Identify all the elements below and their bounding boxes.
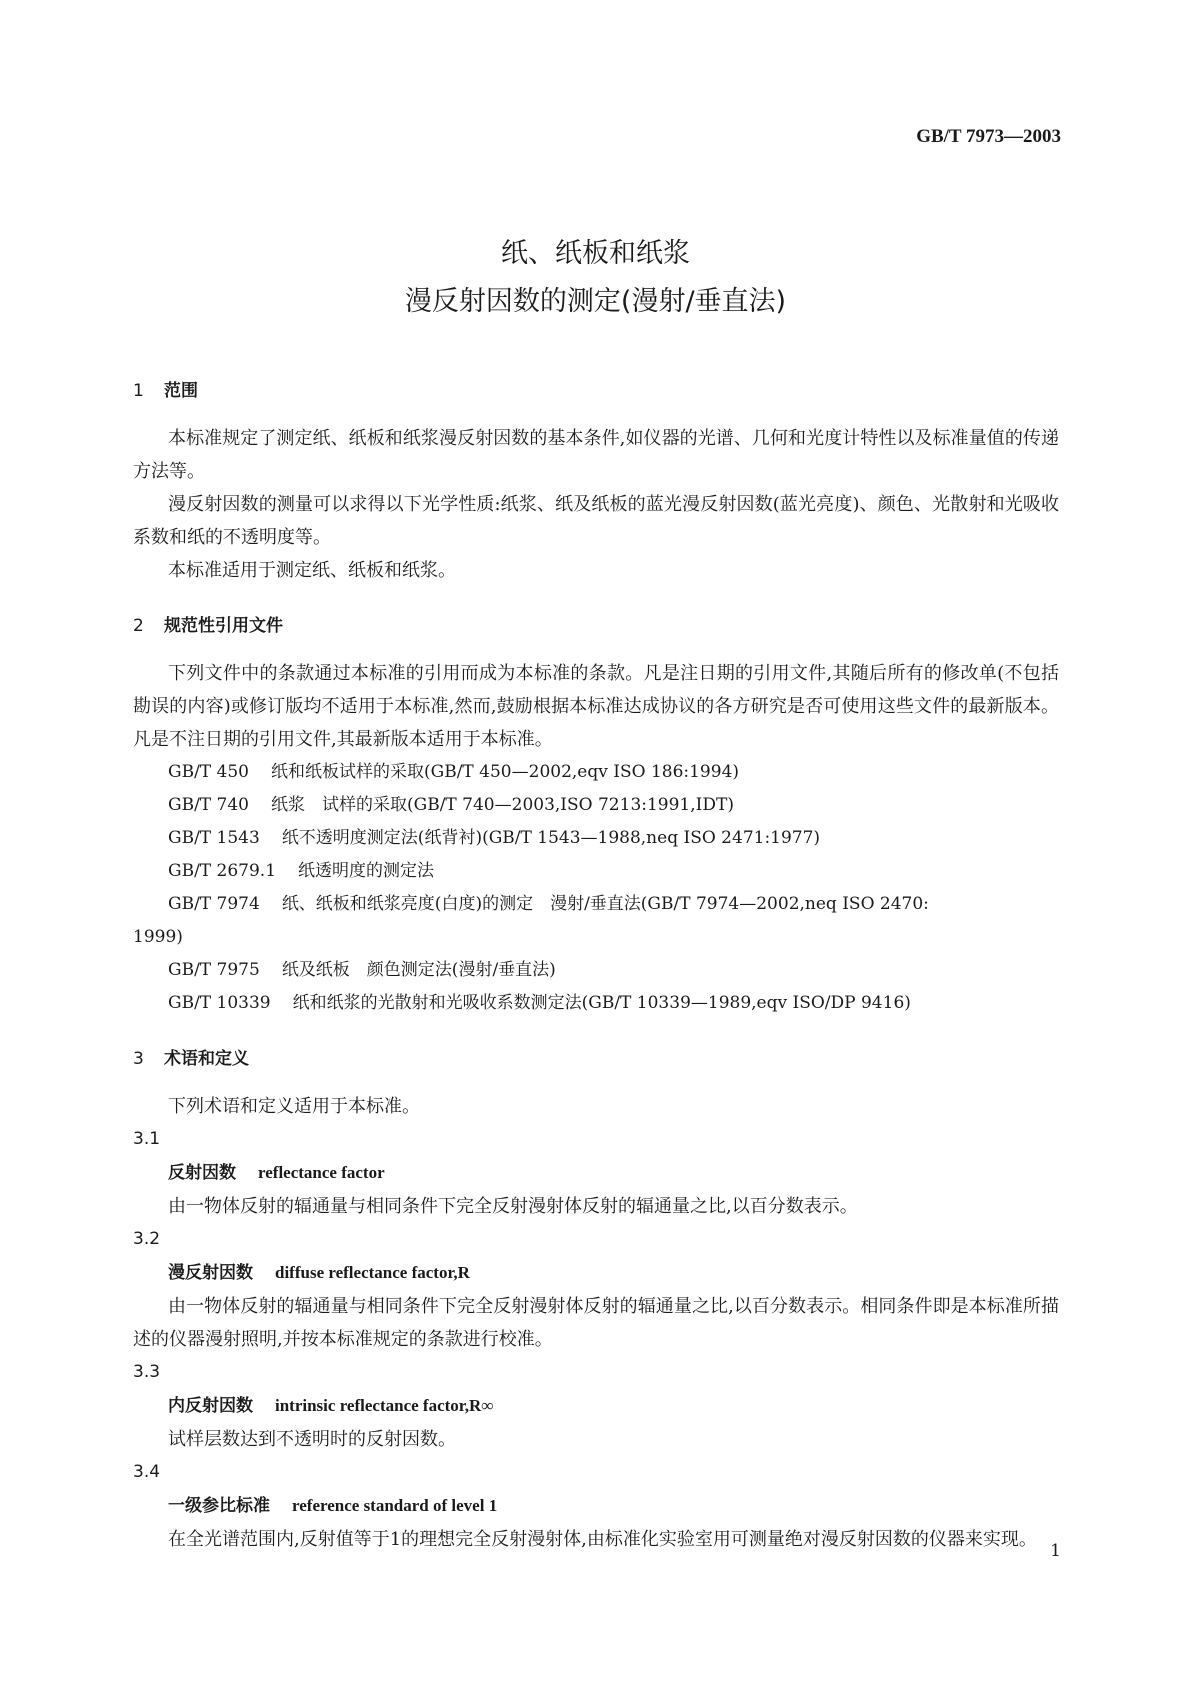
paragraph: 下列术语和定义适用于本标准。 — [168, 1096, 420, 1117]
term-number: 3.2 — [133, 1229, 161, 1249]
term-en: reflectance factor — [258, 1163, 385, 1182]
term-zh: 反射因数 — [168, 1163, 236, 1183]
section-title: 术语和定义 — [164, 1049, 249, 1069]
reference-text: 纸、纸板和纸浆亮度(白度)的测定 漫射/垂直法(GB/T 7974—2002,neq ISO 2470: — [281, 894, 929, 914]
section-number: 1 — [133, 381, 144, 401]
reference-item — [133, 888, 1059, 921]
reference-code: GB/T 7974 — [168, 894, 260, 914]
term-en: reference standard of level 1 — [292, 1496, 498, 1515]
reference-text: 纸不透明度测定法(纸背衬)(GB/T 1543—1988,neq ISO 2471:1977) — [281, 828, 821, 848]
reference-text: 纸浆 试样的采取(GB/T 740—2003,ISO 7213:1991,IDT) — [271, 795, 734, 815]
reference-item — [133, 789, 1059, 822]
term-zh: 内反射因数 — [168, 1396, 253, 1416]
title-line-1: 纸、纸板和纸浆 — [501, 238, 690, 269]
reference-text: 纸透明度的测定法 — [298, 861, 435, 881]
section-title: 范围 — [164, 381, 198, 401]
term-en: intrinsic reflectance factor,R∞ — [275, 1396, 494, 1415]
reference-code: GB/T 1543 — [168, 828, 260, 848]
reference-text: 纸和纸板试样的采取(GB/T 450—2002,eqv ISO 186:1994) — [271, 762, 740, 782]
term-definition: 由一物体反射的辐通量与相同条件下完全反射漫射体反射的辐通量之比,以百分数表示。 — [168, 1196, 858, 1217]
standard-code: GB/T 7973—2003 — [916, 126, 1061, 147]
page-number: 1 — [1050, 1541, 1061, 1561]
reference-code: GB/T 2679.1 — [168, 861, 277, 881]
term-zh: 一级参比标准 — [168, 1496, 270, 1516]
paragraph: 本标准适用于测定纸、纸板和纸浆。 — [168, 560, 456, 581]
section-1-heading — [133, 374, 1059, 408]
reference-code: GB/T 450 — [168, 762, 249, 782]
term-definition: 试样层数达到不透明时的反射因数。 — [168, 1429, 456, 1450]
reference-item — [133, 954, 1059, 987]
section-3-heading — [133, 1042, 1059, 1076]
reference-item — [133, 822, 1059, 855]
section-number: 3 — [133, 1049, 144, 1069]
reference-code: GB/T 7975 — [168, 960, 260, 980]
reference-item — [133, 855, 1059, 888]
reference-item — [133, 756, 1059, 789]
term-heading — [133, 1389, 1059, 1423]
section-2-heading — [133, 609, 1059, 643]
reference-text: 纸和纸浆的光散射和光吸收系数测定法(GB/T 10339—1989,eqv ISO/DP 9416) — [292, 993, 911, 1013]
reference-continuation: 1999) — [133, 927, 183, 947]
term-heading — [133, 1156, 1059, 1190]
document-body — [133, 374, 1059, 1556]
reference-text: 纸及纸板 颜色测定法(漫射/垂直法) — [281, 960, 556, 980]
reference-code: GB/T 10339 — [168, 993, 271, 1013]
paragraph: 本标准规定了测定纸、纸板和纸浆漫反射因数的基本条件,如仪器的光谱、几何和光度计特性以及标准量值的传递方法等。 — [133, 428, 1059, 482]
term-definition: 由一物体反射的辐通量与相同条件下完全反射漫射体反射的辐通量之比,以百分数表示。相同条件即是本标准所描述的仪器漫射照明,并按本标准规定的条款进行校准。 — [133, 1296, 1059, 1350]
term-zh: 漫反射因数 — [168, 1263, 253, 1283]
section-title: 规范性引用文件 — [164, 616, 283, 636]
paragraph: 下列文件中的条款通过本标准的引用而成为本标准的条款。凡是注日期的引用文件,其随后所有的修改单(不包括勘误的内容)或修订版均不适用于本标准,然而,鼓励根据本标准达成协议的各方研究是否可使用这些文件的最新版本。凡是不注日期的引用文件,其最新版本适用于本标准。 — [133, 663, 1059, 750]
term-number: 3.3 — [133, 1362, 161, 1382]
term-number: 3.1 — [133, 1129, 161, 1149]
reference-item — [133, 987, 1059, 1020]
term-heading — [133, 1256, 1059, 1290]
paragraph: 漫反射因数的测量可以求得以下光学性质:纸浆、纸及纸板的蓝光漫反射因数(蓝光亮度)、颜色、光散射和光吸收系数和纸的不透明度等。 — [133, 494, 1059, 548]
term-definition: 在全光谱范围内,反射值等于1的理想完全反射漫射体,由标准化实验室用可测量绝对漫反射因数的仪器来实现。 — [168, 1529, 1037, 1550]
title-line-2: 漫反射因数的测定(漫射/垂直法) — [404, 286, 787, 317]
term-en: diffuse reflectance factor,R — [275, 1263, 470, 1282]
reference-code: GB/T 740 — [168, 795, 249, 815]
document-title — [0, 230, 1191, 326]
section-number: 2 — [133, 616, 144, 636]
term-heading — [133, 1489, 1059, 1523]
term-number: 3.4 — [133, 1462, 161, 1482]
